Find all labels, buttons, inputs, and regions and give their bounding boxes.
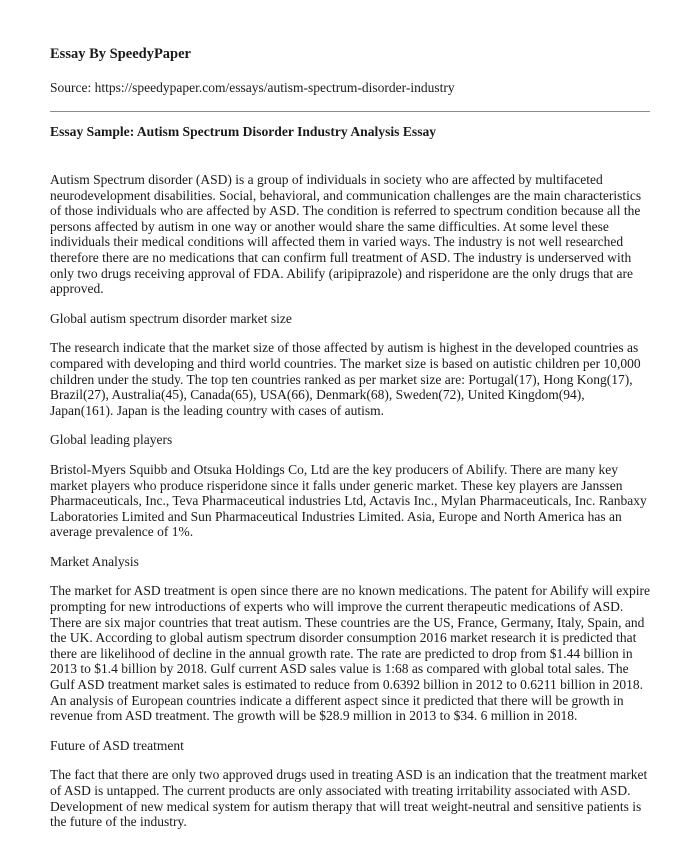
paragraph-intro: Autism Spectrum disorder (ASD) is a group of individuals in society who are affected by multifaceted neurodevelopment disabilities. Social, behavioral, and communication challenges are the main characteristics of those individuals who are affected by ASD. The condition is referred to spectrum condition because all the persons affected by autism in one way or another would share the same difficulties. At some level these individuals their medical conditions will affected them in varied ways. The industry is not well researched therefore there are no medications that can confirm full treatment of ASD. The industry is underserved with only two drugs receiving approval of FDA. Abilify (aripiprazole) and risperidone are the only drugs that are approved. [50, 172, 642, 297]
paragraph-market-size: The research indicate that the market size of those affected by autism is highest in the developed countries as compared with developing and third world countries. The market size is based on autistic children per 10,000 children under the study. The top ten countries ranked as per market size are: Portugal(17), Hong Kong(17), Brazil(27), Australia(45), Canada(65), USA(66), Denmark(68), Sweden(72), United Kingdom(94), Japan(161). Japan is the leading country with cases of autism. [50, 340, 641, 418]
header-divider [50, 111, 650, 112]
section-heading-leading-players: Global leading players [50, 432, 173, 448]
paragraph-market-analysis: The market for ASD treatment is open since there are no known medications. The patent for Abilify will expire prompting for new introductions of experts who will improve the current therapeutic medications of ASD. There are six major countries that treat autism. These countries are the US, France, Germany, Italy, Spain, and the UK. According to global autism spectrum disorder consumption 2016 market research it is predicted that there are likelihood of decline in the annual growth rate. The rate are predicted to drop from $1.44 billion in 2013 to $1.4 billion by 2018. Gulf current ASD sales value is 1:68 as compared with global total sales. The Gulf ASD treatment market sales is estimated to reduce from 0.6392 billion in 2012 to 0.6211 billion in 2018. An analysis of European countries indicate a different aspect since it predicted that there will be growth in revenue from ASD treatment. The growth will be $28.9 million in 2013 to $34. 6 million in 2018. [50, 583, 650, 724]
essay-title: Essay Sample: Autism Spectrum Disorder Industry Analysis Essay [50, 124, 437, 139]
paragraph-future: The fact that there are only two approved drugs used in treating ASD is an indication that the treatment market of ASD is untapped. The current products are only associated with treating irritability associated with ASD. Development of new medical system for autism therapy that will treat weight-neutral and sensitive patients is the future of the industry. [50, 767, 648, 830]
brand-title: Essay By SpeedyPaper [50, 46, 191, 62]
section-heading-market-size: Global autism spectrum disorder market size [50, 310, 292, 326]
section-heading-future: Future of ASD treatment [50, 737, 184, 753]
essay-body [50, 172, 650, 830]
section-heading-market-analysis: Market Analysis [50, 553, 139, 569]
source-line: Source: https://speedypaper.com/essays/autism-spectrum-disorder-industry [50, 80, 455, 95]
paragraph-leading-players: Bristol-Myers Squibb and Otsuka Holdings Co, Ltd are the key producers of Abilify. There are many key market players who produce risperidone since it falls under generic market. These key players are Janssen Pharmaceuticals, Inc., Teva Pharmaceutical industries Ltd, Actavis Inc., Mylan Pharmaceuticals, Inc. Ranbaxy Laboratories Limited and Sun Pharmaceutical Industries Limited. Asia, Europe and North America has an average prevalence of 1%. [50, 461, 647, 540]
